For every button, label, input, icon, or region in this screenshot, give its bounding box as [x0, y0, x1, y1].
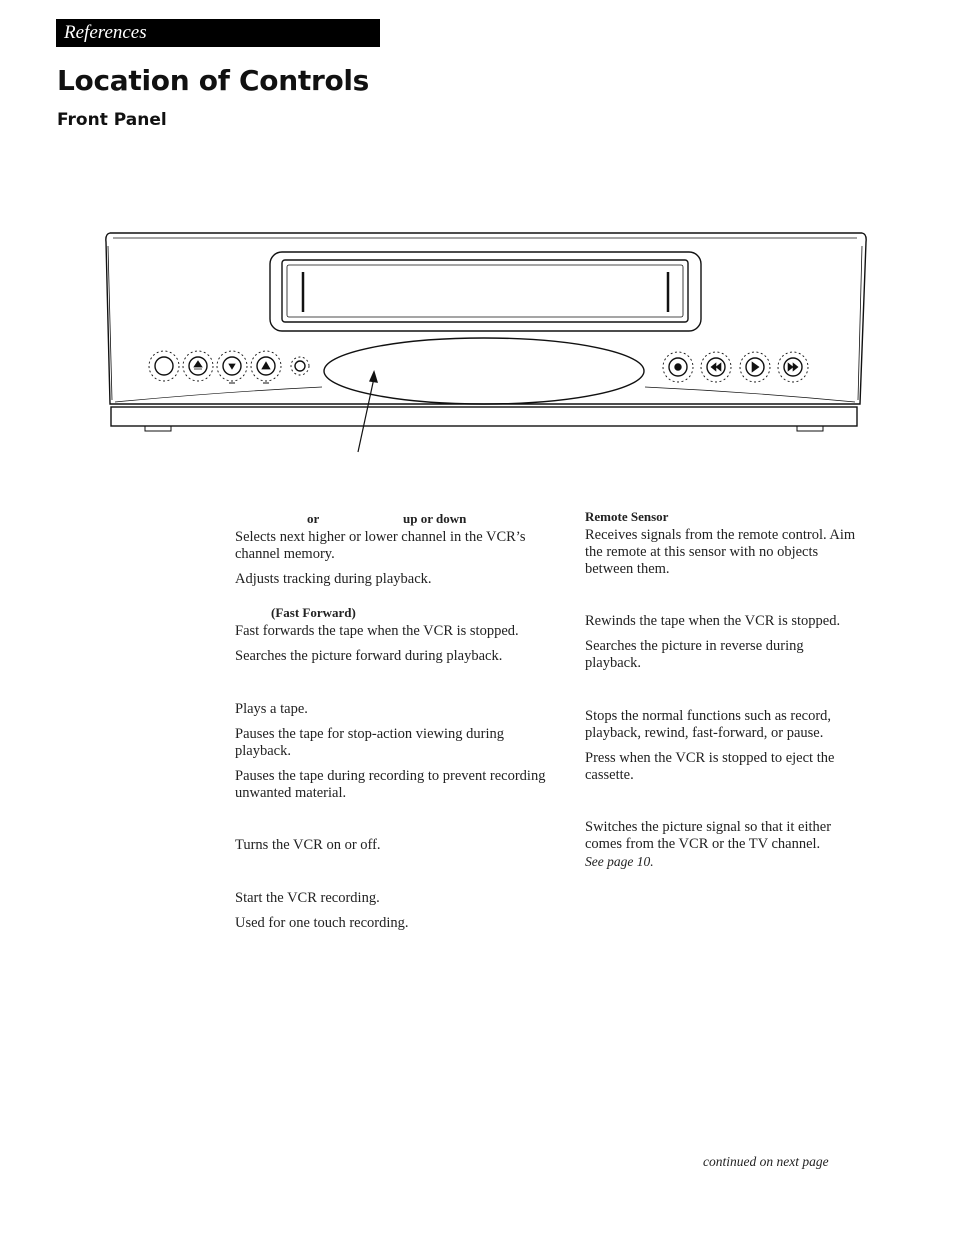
stop-desc-2: Press when the VCR is stopped to eject the cassette.: [585, 750, 835, 783]
fast-forward-button: [778, 352, 808, 382]
left-descriptions: [235, 510, 555, 940]
remote-sensor-heading: Remote Sensor: [585, 509, 669, 524]
tv-vcr-desc: Switches the picture signal so that it either comes from the VCR or the TV channel.: [585, 819, 832, 852]
rewind-desc-2: Searches the picture in reverse during playback.: [585, 638, 804, 671]
channel-desc-1: Selects next higher or lower channel in the VCR’s channel memory.: [235, 529, 526, 562]
tv-vcr-button: [291, 357, 309, 375]
vcr-base: [111, 407, 857, 426]
play-entry: [235, 701, 555, 802]
record-desc-1: Start the VCR recording.: [235, 890, 380, 906]
stop-desc-1: Stops the normal functions such as record, playback, rewind, fast-forward, or pause.: [585, 708, 832, 741]
tv-vcr-note: See page 10.: [585, 854, 654, 869]
channel-up-button: [251, 351, 281, 383]
channel-desc-2: Adjusts tracking during playback.: [235, 571, 432, 587]
power-button: [149, 351, 179, 381]
section-subtitle: Front Panel: [57, 110, 167, 130]
power-entry: [235, 837, 555, 854]
display-window: [324, 338, 644, 404]
record-entry: [235, 890, 555, 932]
channel-down-button: [217, 351, 247, 383]
remote-sensor-desc: Receives signals from the remote control. Aim the remote at this sensor with no objects between them.: [585, 527, 856, 577]
vcr-front-panel-illustration: [100, 225, 870, 465]
play-desc-2: Pauses the tape for stop-action viewing during playback.: [235, 726, 504, 759]
rewind-button: [701, 352, 731, 382]
channel-entry: [235, 510, 555, 588]
record-button: [663, 352, 693, 382]
fast-forward-desc-2: Searches the picture forward during playback.: [235, 648, 503, 664]
stop-entry: [585, 708, 860, 784]
stop-eject-button: [183, 351, 213, 381]
tape-door: [270, 252, 701, 331]
play-desc-3: Pauses the tape during recording to prevent recording unwanted material.: [235, 768, 546, 801]
vcr-housing: [106, 233, 866, 404]
channel-heading-or: or: [307, 511, 320, 526]
remote-sensor-entry: [585, 508, 860, 578]
play-desc-1: Plays a tape.: [235, 701, 308, 717]
rewind-desc-1: Rewinds the tape when the VCR is stopped.: [585, 613, 841, 629]
channel-heading-updown: up or down: [403, 511, 467, 526]
remote-sensor-pointer: [358, 378, 374, 452]
fast-forward-heading: (Fast Forward): [271, 605, 356, 620]
fast-forward-entry: [235, 604, 555, 665]
play-button: [740, 352, 770, 382]
fast-forward-desc-1: Fast forwards the tape when the VCR is stopped.: [235, 623, 519, 639]
power-desc-1: Turns the VCR on or off.: [235, 837, 381, 853]
record-desc-2: Used for one touch recording.: [235, 915, 409, 931]
page-title: Location of Controls: [57, 64, 370, 97]
right-descriptions: [585, 508, 860, 870]
continued-note: continued on next page: [703, 1154, 829, 1169]
rewind-entry: [585, 613, 860, 672]
tv-vcr-entry: [585, 819, 860, 870]
section-tab: References: [56, 19, 380, 47]
